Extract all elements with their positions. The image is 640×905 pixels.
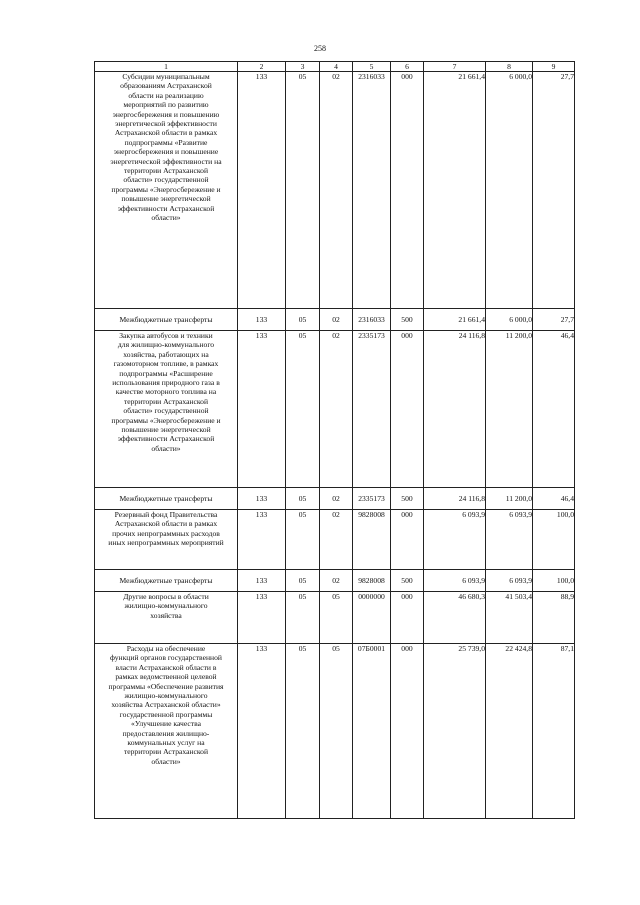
row-section: 05	[286, 644, 320, 819]
row-expense-type: 000	[391, 331, 424, 488]
row-section: 05	[286, 72, 320, 309]
row-expense-type: 500	[391, 570, 424, 592]
row-target-article: 9828008	[353, 570, 391, 592]
row-expense-type: 500	[391, 309, 424, 331]
header-col-9: 9	[533, 62, 575, 72]
row-section: 05	[286, 331, 320, 488]
page-number: 258	[314, 44, 326, 53]
row-percent: 27,7	[533, 72, 575, 309]
row-subsection: 02	[320, 510, 353, 570]
row-name: Закупка автобусов и техники для жилищно-коммунального хозяйства, работающих на газомоторном топливе, в рамках подпрограммы «Расширение использования природного газа в качестве моторного топлива на территории Астраханской области» государственной программы «Энергосбережение и повышение энергетической эффективности Астраханской области»	[95, 331, 238, 488]
table-row	[95, 331, 575, 488]
row-percent: 46,4	[533, 331, 575, 488]
budget-table	[94, 61, 575, 819]
row-code-admin: 133	[238, 309, 286, 331]
row-subsection: 02	[320, 309, 353, 331]
row-expense-type: 000	[391, 592, 424, 644]
header-col-5: 5	[353, 62, 391, 72]
row-target-article: 2335173	[353, 488, 391, 510]
header-col-3: 3	[286, 62, 320, 72]
row-percent: 100,0	[533, 570, 575, 592]
row-expense-type: 000	[391, 72, 424, 309]
row-subsection: 02	[320, 331, 353, 488]
row-target-article: 0000000	[353, 592, 391, 644]
row-section: 05	[286, 309, 320, 331]
row-percent: 100,0	[533, 510, 575, 570]
row-subsection: 02	[320, 72, 353, 309]
row-percent: 87,1	[533, 644, 575, 819]
row-plan-amount: 24 116,8	[424, 331, 486, 488]
row-actual-amount: 11 200,0	[486, 331, 533, 488]
row-name: Резервный фонд Правительства Астраханской области в рамках прочих непрограммных расходов иных непрограммных мероприятий	[95, 510, 238, 570]
table-row	[95, 644, 575, 819]
row-plan-amount: 21 661,4	[424, 72, 486, 309]
row-target-article: 9828008	[353, 510, 391, 570]
header-col-1: 1	[95, 62, 238, 72]
row-section: 05	[286, 488, 320, 510]
row-section: 05	[286, 510, 320, 570]
row-name: Субсидии муниципальным образованиям Астраханской области на реализацию мероприятий по развитию энергосбережения и повышению энергетической эффективности Астраханской области в рамках подпрограммы «Развитие энергосбережения и повышение энергетической эффективности на территории Астраханской области» государственной программы «Энергосбережение и повышение энергетической эффективности Астраханской области»	[95, 72, 238, 309]
header-col-8: 8	[486, 62, 533, 72]
row-name: Межбюджетные трансферты	[95, 309, 238, 331]
table-row	[95, 72, 575, 309]
row-actual-amount: 6 000,0	[486, 309, 533, 331]
row-actual-amount: 6 000,0	[486, 72, 533, 309]
table-row	[95, 510, 575, 570]
row-name: Межбюджетные трансферты	[95, 488, 238, 510]
table-row	[95, 488, 575, 510]
table-row	[95, 309, 575, 331]
row-expense-type: 500	[391, 488, 424, 510]
row-percent: 88,9	[533, 592, 575, 644]
header-col-6: 6	[391, 62, 424, 72]
row-code-admin: 133	[238, 644, 286, 819]
row-code-admin: 133	[238, 510, 286, 570]
row-plan-amount: 6 093,9	[424, 570, 486, 592]
row-subsection: 02	[320, 488, 353, 510]
row-code-admin: 133	[238, 592, 286, 644]
row-target-article: 07Б0001	[353, 644, 391, 819]
row-target-article: 2335173	[353, 331, 391, 488]
row-code-admin: 133	[238, 72, 286, 309]
header-col-7: 7	[424, 62, 486, 72]
row-plan-amount: 6 093,9	[424, 510, 486, 570]
row-section: 05	[286, 592, 320, 644]
row-code-admin: 133	[238, 488, 286, 510]
row-subsection: 02	[320, 570, 353, 592]
row-name: Межбюджетные трансферты	[95, 570, 238, 592]
row-percent: 27,7	[533, 309, 575, 331]
row-name: Расходы на обеспечение функций органов государственной власти Астраханской области в рамках ведомственной целевой программы «Обеспечение развития жилищно-коммунального хозяйства Астраханской области» государственной программы «Улучшение качества предоставления жилищно- коммунальных услуг на территории Астраханской области»	[95, 644, 238, 819]
row-code-admin: 133	[238, 570, 286, 592]
row-actual-amount: 22 424,8	[486, 644, 533, 819]
row-code-admin: 133	[238, 331, 286, 488]
table-row	[95, 592, 575, 644]
row-actual-amount: 11 200,0	[486, 488, 533, 510]
table-header-row	[95, 62, 575, 72]
header-col-4: 4	[320, 62, 353, 72]
row-actual-amount: 41 503,4	[486, 592, 533, 644]
row-section: 05	[286, 570, 320, 592]
row-name: Другие вопросы в области жилищно-коммунального хозяйства	[95, 592, 238, 644]
row-plan-amount: 25 739,0	[424, 644, 486, 819]
row-plan-amount: 46 680,3	[424, 592, 486, 644]
row-percent: 46,4	[533, 488, 575, 510]
row-actual-amount: 6 093,9	[486, 510, 533, 570]
table-row	[95, 570, 575, 592]
row-expense-type: 000	[391, 510, 424, 570]
row-subsection: 05	[320, 644, 353, 819]
row-plan-amount: 24 116,8	[424, 488, 486, 510]
row-target-article: 2316033	[353, 72, 391, 309]
row-actual-amount: 6 093,9	[486, 570, 533, 592]
row-expense-type: 000	[391, 644, 424, 819]
row-subsection: 05	[320, 592, 353, 644]
row-target-article: 2316033	[353, 309, 391, 331]
header-col-2: 2	[238, 62, 286, 72]
row-plan-amount: 21 661,4	[424, 309, 486, 331]
